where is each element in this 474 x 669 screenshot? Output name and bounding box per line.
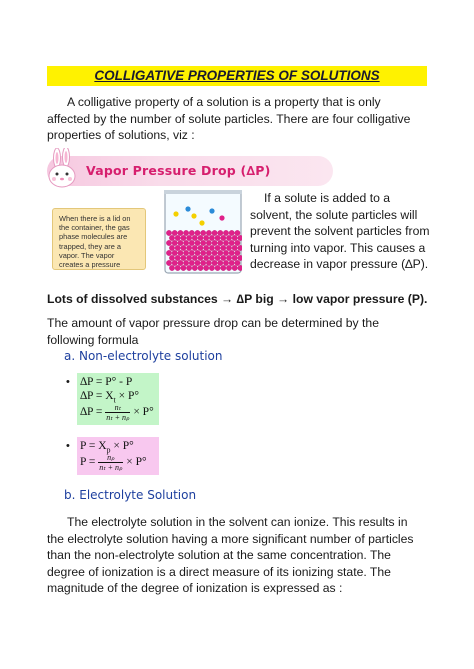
- solvent-particle: [172, 250, 177, 255]
- solvent-particle: [195, 230, 200, 235]
- electrolyte-paragraph: The electrolyte solution in the solvent can ionize. This results in the electrolyte solution having a more significant number of particles than the non-electrolyte solution at the same concentration. The degree of ionization is a direct measure of its ionizing state. The magnitude of the degree of ionization is expressed as :: [47, 515, 414, 595]
- formula-text: P =: [80, 456, 99, 469]
- solvent-particle: [201, 250, 206, 255]
- solvent-particle: [206, 230, 211, 235]
- solvent-particle: [183, 260, 188, 265]
- solvent-particle: [195, 260, 200, 265]
- solvent-particle: [172, 240, 177, 245]
- solvent-particle: [204, 245, 209, 250]
- formula-text: × P°: [123, 456, 147, 469]
- solvent-particle: [212, 230, 217, 235]
- formula-intro: The amount of vapor pressure drop can be determined by the following formula: [47, 316, 379, 347]
- solvent-particle: [235, 240, 240, 245]
- fraction-numerator: nₚ: [98, 453, 123, 463]
- solvent-particle: [201, 230, 206, 235]
- solvent-particle: [212, 260, 217, 265]
- solvent-particle: [212, 250, 217, 255]
- solvent-particle: [223, 240, 228, 245]
- solvent-particle: [226, 265, 231, 270]
- formula-line: [80, 376, 132, 389]
- solvent-particle: [178, 250, 183, 255]
- solvent-particle: [232, 245, 237, 250]
- solvent-particle: [226, 235, 231, 240]
- solvent-particle: [235, 260, 240, 265]
- solvent-particle: [169, 255, 174, 260]
- solvent-particle: [169, 245, 174, 250]
- solvent-particle: [175, 265, 180, 270]
- formula-line: [80, 453, 147, 472]
- solvent-particle: [215, 255, 220, 260]
- paragraph-line: decrease in vapor pressure (∆P).: [250, 257, 429, 271]
- fraction-denominator: nₜ + nₚ: [106, 413, 130, 422]
- fraction-denominator: nₜ + nₚ: [99, 463, 123, 472]
- solvent-particle: [183, 240, 188, 245]
- solvent-particle: [178, 230, 183, 235]
- formula-text: P = X: [80, 440, 107, 452]
- fraction: [105, 403, 130, 422]
- solvent-particle: [206, 260, 211, 265]
- solvent-particle: [238, 265, 242, 270]
- formula-text: ∆P = X: [80, 390, 114, 402]
- solvent-particle: [209, 255, 214, 260]
- formula-text: ∆P = P° - P: [80, 376, 133, 388]
- key-statement: Lots of dissolved substances → ∆P big → low vapor pressure (P).: [47, 292, 428, 306]
- bullet-icon: •: [66, 440, 70, 452]
- solvent-particle: [232, 265, 237, 270]
- solvent-particle: [238, 255, 242, 260]
- solvent-particle: [166, 260, 171, 265]
- solvent-particle: [172, 230, 177, 235]
- solvent-particle: [238, 245, 242, 250]
- solvent-particle: [178, 240, 183, 245]
- solvent-particle: [195, 250, 200, 255]
- solvent-particle: [183, 230, 188, 235]
- solvent-particle: [229, 260, 234, 265]
- solvent-particle: [229, 250, 234, 255]
- fraction: [98, 453, 123, 472]
- solvent-particle: [218, 240, 223, 245]
- solvent-particle: [183, 250, 188, 255]
- solvent-particle: [212, 240, 217, 245]
- solvent-particle: [175, 255, 180, 260]
- solvent-particle: [204, 265, 209, 270]
- solvent-particle: [192, 235, 197, 240]
- solvent-particle: [204, 235, 209, 240]
- solvent-particle: [181, 265, 186, 270]
- solvent-particle: [223, 230, 228, 235]
- solvent-particle: [166, 240, 171, 245]
- banner-title: Vapor Pressure Drop (∆P): [86, 163, 271, 178]
- solvent-particle: [223, 250, 228, 255]
- figure-note: When there is a lid on the container, the gas phase molecules are trapped, they are a vapor. The vapor creates a pressure: [52, 208, 146, 270]
- formula-line: [80, 403, 154, 422]
- solvent-particle: [232, 255, 237, 260]
- solvent-particle: [218, 230, 223, 235]
- solvent-particle: [198, 255, 203, 260]
- solvent-particle: [175, 235, 180, 240]
- section-a-heading: a. Non-electrolyte solution: [64, 349, 223, 363]
- solvent-particle: [215, 265, 220, 270]
- solvent-particle: [198, 245, 203, 250]
- solvent-particle: [232, 235, 237, 240]
- solvent-particle: [186, 265, 191, 270]
- solvent-particle: [189, 260, 194, 265]
- paragraph-line: turning into vapor. This causes a: [250, 240, 426, 255]
- solvent-particle: [221, 255, 226, 260]
- formula-text: × P°: [130, 406, 154, 419]
- solvent-particle: [175, 245, 180, 250]
- solvent-particle: [206, 240, 211, 245]
- formula-text: × P°: [110, 440, 134, 452]
- intro-paragraph: A colligative property of a solution is a property that is only affected by the number of solute particles. There are four colligative properties of solutions, viz :: [47, 95, 411, 142]
- paragraph-line: solvent, the solute particles will: [250, 207, 418, 222]
- solvent-particle: [206, 250, 211, 255]
- solvent-particle: [226, 245, 231, 250]
- formula-subscript: p: [106, 445, 111, 455]
- solvent-particle: [215, 245, 220, 250]
- solvent-particle: [229, 230, 234, 235]
- solvent-particle: [221, 265, 226, 270]
- section-b-heading: b. Electrolyte Solution: [64, 488, 197, 502]
- solvent-particle: [186, 235, 191, 240]
- bullet-icon: •: [66, 376, 70, 388]
- solvent-particle: [186, 245, 191, 250]
- solvent-particle: [204, 255, 209, 260]
- solvent-particle: [166, 250, 171, 255]
- solvent-particle: [218, 250, 223, 255]
- solvent-particle: [192, 245, 197, 250]
- solvent-particle: [238, 235, 242, 240]
- solvent-particle: [192, 255, 197, 260]
- solvent-particle: [195, 240, 200, 245]
- formula-subscript: t: [113, 395, 116, 405]
- solvent-particle: [209, 245, 214, 250]
- fraction-numerator: nₜ: [105, 403, 130, 413]
- solvent-particle: [221, 235, 226, 240]
- solvent-particle: [215, 235, 220, 240]
- solvent-particle: [198, 235, 203, 240]
- solvent-particle: [201, 260, 206, 265]
- solvent-particle: [166, 230, 171, 235]
- solvent-particle: [223, 260, 228, 265]
- solvent-particle: [209, 235, 214, 240]
- solvent-particle: [209, 265, 214, 270]
- paragraph-line: If a solute is added to a: [264, 191, 391, 205]
- solvent-particle: [218, 260, 223, 265]
- solvent-particle: [235, 230, 240, 235]
- solvent-particle: [235, 250, 240, 255]
- solvent-particle: [169, 235, 174, 240]
- solvent-particle: [181, 245, 186, 250]
- solvent-particle: [192, 265, 197, 270]
- bunny-icon: [44, 148, 82, 190]
- solvent-particle: [229, 240, 234, 245]
- solvent-particle: [226, 255, 231, 260]
- beaker-illustration: [164, 190, 242, 274]
- solvent-particle: [169, 265, 174, 270]
- solvent-particle: [181, 255, 186, 260]
- formula-text: × P°: [115, 390, 140, 402]
- paragraph-line: prevent the solvent particles from: [250, 224, 430, 238]
- solvent-particle: [189, 250, 194, 255]
- solvent-particle: [221, 245, 226, 250]
- solvent-particle: [186, 255, 191, 260]
- solvent-particle: [189, 240, 194, 245]
- solvent-particle: [172, 260, 177, 265]
- solvent-particle: [189, 230, 194, 235]
- page-title: COLLIGATIVE PROPERTIES OF SOLUTIONS: [94, 68, 380, 83]
- formula-text: ∆P =: [80, 406, 106, 419]
- vapor-pressure-paragraph: [250, 190, 430, 273]
- solvent-particle: [178, 260, 183, 265]
- solvent-particle: [198, 265, 203, 270]
- solvent-particle: [181, 235, 186, 240]
- solvent-particle: [201, 240, 206, 245]
